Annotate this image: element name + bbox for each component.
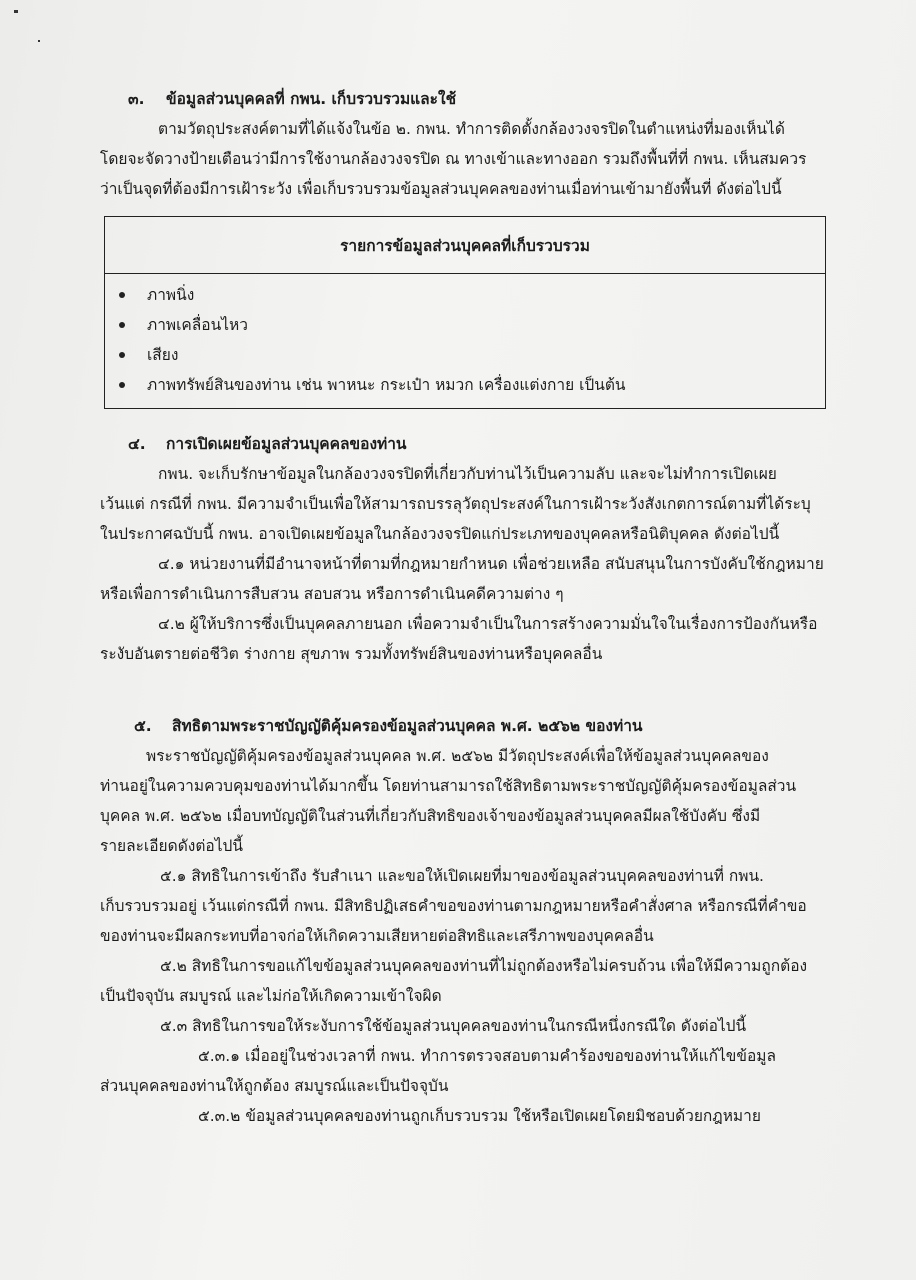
paragraph-line: เว้นแต่ กรณีที่ กพน. มีความจำเป็นเพื่อให้สามารถบรรลุวัตถุประสงค์ในการเฝ้าระวังสังเกตการณ์ตามที่ได้ระบุ xyxy=(100,495,811,513)
section-3-heading xyxy=(100,84,830,114)
paragraph-line: ส่วนบุคคลของท่านให้ถูกต้อง สมบูรณ์และเป็นปัจจุบัน xyxy=(100,1077,449,1095)
paragraph-line: ๕.๓ สิทธิในการขอให้ระงับการใช้ข้อมูลส่วนบุคคลของท่านในกรณีหนึ่งกรณีใด ดังต่อไปนี้ xyxy=(160,1017,747,1035)
paragraph-line: ว่าเป็นจุดที่ต้องมีการเฝ้าระวัง เพื่อเก็บรวบรวมข้อมูลส่วนบุคคลของท่านเมื่อท่านเข้ามายังพื้นที่ ดังต่อไปนี้ xyxy=(100,180,782,198)
list-item-text: ภาพทรัพย์สินของท่าน เช่น พาหนะ กระเป๋า หมวก เครื่องแต่งกาย เป็นต้น xyxy=(147,376,626,394)
bullet-icon xyxy=(119,352,125,358)
paper-speck xyxy=(14,10,18,13)
paragraph-line: ในประกาศฉบับนี้ กพน. อาจเปิดเผยข้อมูลในกล้องวงจรปิดแก่ประเภทของบุคคลหรือนิติบุคคล ดังต่อไปนี้ xyxy=(100,525,780,543)
section-number: ๔. xyxy=(128,435,146,453)
paragraph-line: ตามวัตถุประสงค์ตามที่ได้แจ้งในข้อ ๒. กพน. ทำการติดตั้งกล้องวงจรปิดในตำแหน่งที่มองเห็นได้ xyxy=(158,120,785,138)
paragraph-line: เก็บรวบรวมอยู่ เว้นแต่กรณีที่ กพน. มีสิทธิปฏิเสธคำขอของท่านตามกฎหมายหรือคำสั่งศาล หรือกรณีที่คำขอ xyxy=(100,897,807,915)
paragraph-line: ท่านอยู่ในความควบคุมของท่านได้มากขึ้น โดยท่านสามารถใช้สิทธิตามพระราชบัญญัติคุ้มครองข้อมูลส่วน xyxy=(100,777,797,795)
bullet-icon xyxy=(119,292,125,298)
list-item xyxy=(119,370,825,400)
paragraph-line: ๕.๓.๒ ข้อมูลส่วนบุคคลของท่านถูกเก็บรวบรวม ใช้หรือเปิดเผยโดยมิชอบด้วยกฎหมาย xyxy=(198,1107,761,1125)
section-number: ๕. xyxy=(134,717,152,735)
section-title: การเปิดเผยข้อมูลส่วนบุคคลของท่าน xyxy=(166,435,407,453)
paper-speck xyxy=(38,40,40,42)
list-item xyxy=(119,340,825,370)
paragraph-line: พระราชบัญญัติคุ้มครองข้อมูลส่วนบุคคล พ.ศ. ๒๕๖๒ มีวัตถุประสงค์เพื่อให้ข้อมูลส่วนบุคคลของ xyxy=(146,747,769,765)
paragraph-line: หรือเพื่อการดำเนินการสืบสวน สอบสวน หรือการดำเนินคดีความต่าง ๆ xyxy=(100,585,564,603)
paragraph-line: โดยจะจัดวางป้ายเตือนว่ามีการใช้งานกล้องวงจรปิด ณ ทางเข้าและทางออก รวมถึงพื้นที่ที่ กพน. เห็นสมควร xyxy=(100,150,807,168)
list-item-text: ภาพนิ่ง xyxy=(147,286,195,304)
document-content xyxy=(100,84,830,1131)
paragraph-line: ๔.๑ หน่วยงานที่มีอำนาจหน้าที่ตามที่กฎหมายกำหนด เพื่อช่วยเหลือ สนับสนุนในการบังคับใช้กฎหมาย xyxy=(158,555,824,573)
table-header: รายการข้อมูลส่วนบุคคลที่เก็บรวบรวม xyxy=(105,217,825,274)
paragraph-line: เป็นปัจจุบัน สมบูรณ์ และไม่ก่อให้เกิดความเข้าใจผิด xyxy=(100,987,442,1005)
table-body xyxy=(105,274,825,408)
paragraph-line: รายละเอียดดังต่อไปนี้ xyxy=(100,837,243,855)
section-4-heading xyxy=(100,429,830,459)
list-item xyxy=(119,280,825,310)
paragraph-line: ๕.๒ สิทธิในการขอแก้ไขข้อมูลส่วนบุคคลของท่านที่ไม่ถูกต้องหรือไม่ครบถ้วน เพื่อให้มีความถูกต้อง xyxy=(160,957,808,975)
paragraph-line: บุคคล พ.ศ. ๒๕๖๒ เมื่อบทบัญญัติในส่วนที่เกี่ยวกับสิทธิของเจ้าของข้อมูลส่วนบุคคลมีผลใช้บังคับ ซึ่งมี xyxy=(100,807,761,825)
paragraph-line: ของท่านจะมีผลกระทบที่อาจก่อให้เกิดความเสียหายต่อสิทธิและเสรีภาพของบุคคลอื่น xyxy=(100,927,654,945)
list-item-text: เสียง xyxy=(147,346,179,364)
section-5-heading xyxy=(100,711,830,741)
paragraph-line: กพน. จะเก็บรักษาข้อมูลในกล้องวงจรปิดที่เกี่ยวกับท่านไว้เป็นความลับ และจะไม่ทำการเปิดเผย xyxy=(158,465,777,483)
bullet-icon xyxy=(119,382,125,388)
personal-data-table xyxy=(104,216,826,409)
section-title: สิทธิตามพระราชบัญญัติคุ้มครองข้อมูลส่วนบุคคล พ.ศ. ๒๕๖๒ ของท่าน xyxy=(172,717,643,735)
paragraph-line: ๔.๒ ผู้ให้บริการซึ่งเป็นบุคคลภายนอก เพื่อความจำเป็นในการสร้างความมั่นใจในเรื่องการป้องกันหรือ xyxy=(158,615,818,633)
paragraph-line: ระงับอันตรายต่อชีวิต ร่างกาย สุขภาพ รวมทั้งทรัพย์สินของท่านหรือบุคคลอื่น xyxy=(100,645,603,663)
list-item-text: ภาพเคลื่อนไหว xyxy=(147,316,248,334)
section-number: ๓. xyxy=(128,90,145,108)
section-title: ข้อมูลส่วนบุคคลที่ กพน. เก็บรวบรวมและใช้ xyxy=(166,90,457,108)
paragraph-line: ๕.๑ สิทธิในการเข้าถึง รับสำเนา และขอให้เปิดเผยที่มาของข้อมูลส่วนบุคคลของท่านที่ กพน. xyxy=(160,867,764,885)
list-item xyxy=(119,310,825,340)
bullet-icon xyxy=(119,322,125,328)
paragraph-line: ๕.๓.๑ เมื่ออยู่ในช่วงเวลาที่ กพน. ทำการตรวจสอบตามคำร้องขอของท่านให้แก้ไขข้อมูล xyxy=(198,1047,776,1065)
